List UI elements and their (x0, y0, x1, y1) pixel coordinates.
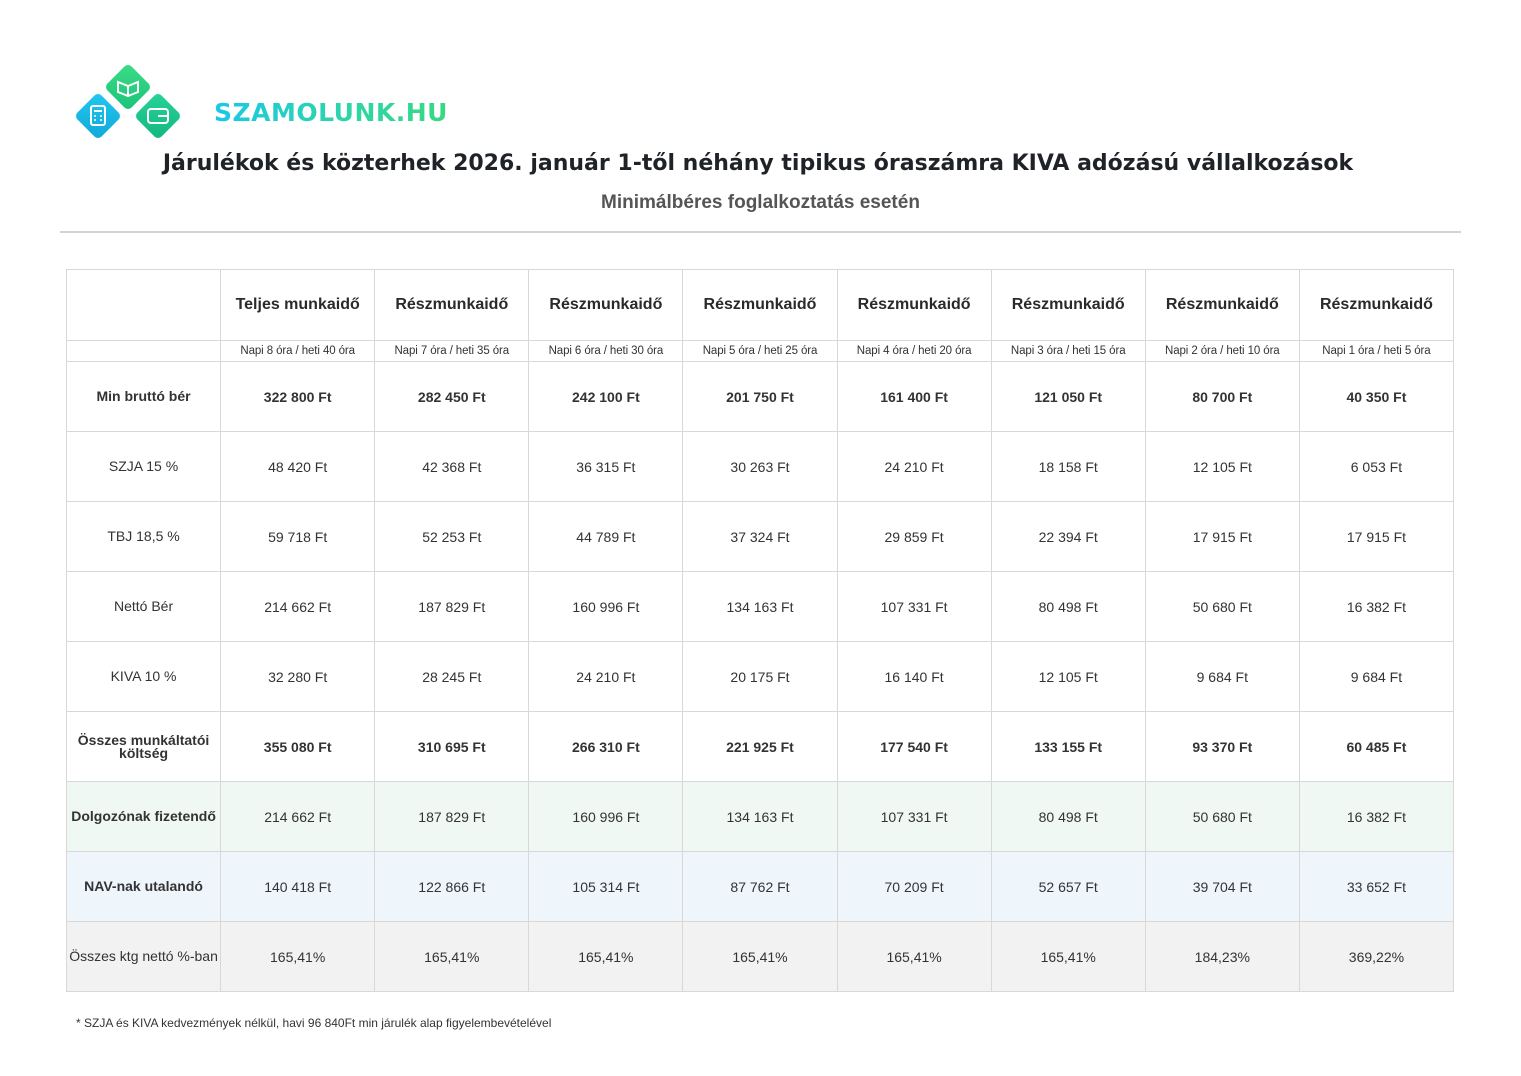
table-cell: 16 382 Ft (1299, 782, 1453, 852)
table-cell: 165,41% (221, 922, 375, 992)
row-label: TBJ 18,5 % (67, 502, 221, 572)
table-cell: 214 662 Ft (221, 572, 375, 642)
footnote: * SZJA és KIVA kedvezmények nélkül, havi 96 840Ft min járulék alap figyelembevételével (76, 1016, 552, 1030)
table-cell: 105 314 Ft (529, 852, 683, 922)
table-cell: 310 695 Ft (375, 712, 529, 782)
table-cell: 80 498 Ft (991, 782, 1145, 852)
table-cell: 52 657 Ft (991, 852, 1145, 922)
table-cell: 134 163 Ft (683, 572, 837, 642)
table-row (67, 782, 1454, 852)
table-cell: 214 662 Ft (221, 782, 375, 852)
table-cell: 93 370 Ft (1145, 712, 1299, 782)
column-hours: Napi 1 óra / heti 5 óra (1299, 341, 1453, 362)
column-hours: Napi 5 óra / heti 25 óra (683, 341, 837, 362)
table-cell: 12 105 Ft (991, 642, 1145, 712)
table-cell: 165,41% (683, 922, 837, 992)
column-hours: Napi 8 óra / heti 40 óra (221, 341, 375, 362)
column-hours-row (67, 341, 1454, 362)
table-cell: 24 210 Ft (837, 432, 991, 502)
table-cell: 165,41% (529, 922, 683, 992)
table-row (67, 432, 1454, 502)
row-label: Összes ktg nettó %-ban (67, 922, 221, 992)
table-cell: 50 680 Ft (1145, 782, 1299, 852)
table-cell: 165,41% (375, 922, 529, 992)
table-row (67, 852, 1454, 922)
wallet-diamond-icon (134, 92, 182, 140)
column-title: Részmunkaidő (683, 270, 837, 341)
table-cell: 80 498 Ft (991, 572, 1145, 642)
table-cell: 355 080 Ft (221, 712, 375, 782)
table-cell: 22 394 Ft (991, 502, 1145, 572)
column-hours: Napi 7 óra / heti 35 óra (375, 341, 529, 362)
table-cell: 36 315 Ft (529, 432, 683, 502)
row-label: Összes munkáltatói költség (67, 712, 221, 782)
row-label: Dolgozónak fizetendő (67, 782, 221, 852)
column-title: Részmunkaidő (1299, 270, 1453, 341)
table-cell: 87 762 Ft (683, 852, 837, 922)
table-cell: 48 420 Ft (221, 432, 375, 502)
table-cell: 107 331 Ft (837, 572, 991, 642)
row-label: SZJA 15 % (67, 432, 221, 502)
table-cell: 160 996 Ft (529, 782, 683, 852)
table-row (67, 712, 1454, 782)
table-row (67, 362, 1454, 432)
page-subtitle: Minimálbéres foglalkoztatás esetén (601, 192, 920, 213)
table-row (67, 502, 1454, 572)
column-title: Részmunkaidő (1145, 270, 1299, 341)
table-cell: 133 155 Ft (991, 712, 1145, 782)
row-label: NAV-nak utalandó (67, 852, 221, 922)
table-cell: 33 652 Ft (1299, 852, 1453, 922)
table-cell: 20 175 Ft (683, 642, 837, 712)
corner-cell (67, 270, 221, 341)
row-label: Nettó Bér (67, 572, 221, 642)
table-row (67, 922, 1454, 992)
table-cell: 107 331 Ft (837, 782, 991, 852)
table-cell: 37 324 Ft (683, 502, 837, 572)
column-title: Részmunkaidő (375, 270, 529, 341)
column-hours: Napi 3 óra / heti 15 óra (991, 341, 1145, 362)
table-cell: 18 158 Ft (991, 432, 1145, 502)
table-cell: 59 718 Ft (221, 502, 375, 572)
contributions-table (66, 269, 1454, 992)
table-cell: 52 253 Ft (375, 502, 529, 572)
table-cell: 39 704 Ft (1145, 852, 1299, 922)
table-cell: 122 866 Ft (375, 852, 529, 922)
table-cell: 50 680 Ft (1145, 572, 1299, 642)
table-cell: 160 996 Ft (529, 572, 683, 642)
column-title: Teljes munkaidő (221, 270, 375, 341)
table-cell: 322 800 Ft (221, 362, 375, 432)
table-cell: 29 859 Ft (837, 502, 991, 572)
table-cell: 187 829 Ft (375, 572, 529, 642)
header-divider (60, 231, 1461, 233)
table-cell: 16 382 Ft (1299, 572, 1453, 642)
table-cell: 201 750 Ft (683, 362, 837, 432)
table-cell: 24 210 Ft (529, 642, 683, 712)
table-cell: 140 418 Ft (221, 852, 375, 922)
brand-name[interactable]: SZAMOLUNK.HU (214, 98, 448, 127)
table-cell: 16 140 Ft (837, 642, 991, 712)
table-cell: 266 310 Ft (529, 712, 683, 782)
page-title: Járulékok és közterhek 2026. január 1-től néhány tipikus óraszámra KIVA adózású vállalkozások (162, 151, 1354, 176)
table-cell: 369,22% (1299, 922, 1453, 992)
table-cell: 161 400 Ft (837, 362, 991, 432)
corner-cell (67, 341, 221, 362)
table-cell: 12 105 Ft (1145, 432, 1299, 502)
table-cell: 242 100 Ft (529, 362, 683, 432)
table-cell: 184,23% (1145, 922, 1299, 992)
table-cell: 17 915 Ft (1145, 502, 1299, 572)
calculator-diamond-icon (74, 92, 122, 140)
book-diamond-icon (104, 64, 152, 111)
table-cell: 40 350 Ft (1299, 362, 1453, 432)
column-hours: Napi 4 óra / heti 20 óra (837, 341, 991, 362)
table-cell: 32 280 Ft (221, 642, 375, 712)
table-cell: 60 485 Ft (1299, 712, 1453, 782)
table-cell: 121 050 Ft (991, 362, 1145, 432)
column-title-row (67, 270, 1454, 341)
table-cell: 187 829 Ft (375, 782, 529, 852)
table-cell: 28 245 Ft (375, 642, 529, 712)
table-cell: 282 450 Ft (375, 362, 529, 432)
column-hours: Napi 2 óra / heti 10 óra (1145, 341, 1299, 362)
table-cell: 165,41% (837, 922, 991, 992)
table-cell: 134 163 Ft (683, 782, 837, 852)
table-row (67, 572, 1454, 642)
column-title: Részmunkaidő (837, 270, 991, 341)
table-cell: 44 789 Ft (529, 502, 683, 572)
table-cell: 30 263 Ft (683, 432, 837, 502)
table-cell: 42 368 Ft (375, 432, 529, 502)
table-cell: 165,41% (991, 922, 1145, 992)
column-title: Részmunkaidő (529, 270, 683, 341)
table-row (67, 642, 1454, 712)
table-cell: 80 700 Ft (1145, 362, 1299, 432)
table-cell: 70 209 Ft (837, 852, 991, 922)
table-cell: 9 684 Ft (1299, 642, 1453, 712)
row-label: KIVA 10 % (67, 642, 221, 712)
table-cell: 9 684 Ft (1145, 642, 1299, 712)
table-cell: 17 915 Ft (1299, 502, 1453, 572)
site-logo (74, 64, 186, 152)
table-cell: 6 053 Ft (1299, 432, 1453, 502)
column-hours: Napi 6 óra / heti 30 óra (529, 341, 683, 362)
column-title: Részmunkaidő (991, 270, 1145, 341)
table-cell: 177 540 Ft (837, 712, 991, 782)
table-cell: 221 925 Ft (683, 712, 837, 782)
row-label: Min bruttó bér (67, 362, 221, 432)
